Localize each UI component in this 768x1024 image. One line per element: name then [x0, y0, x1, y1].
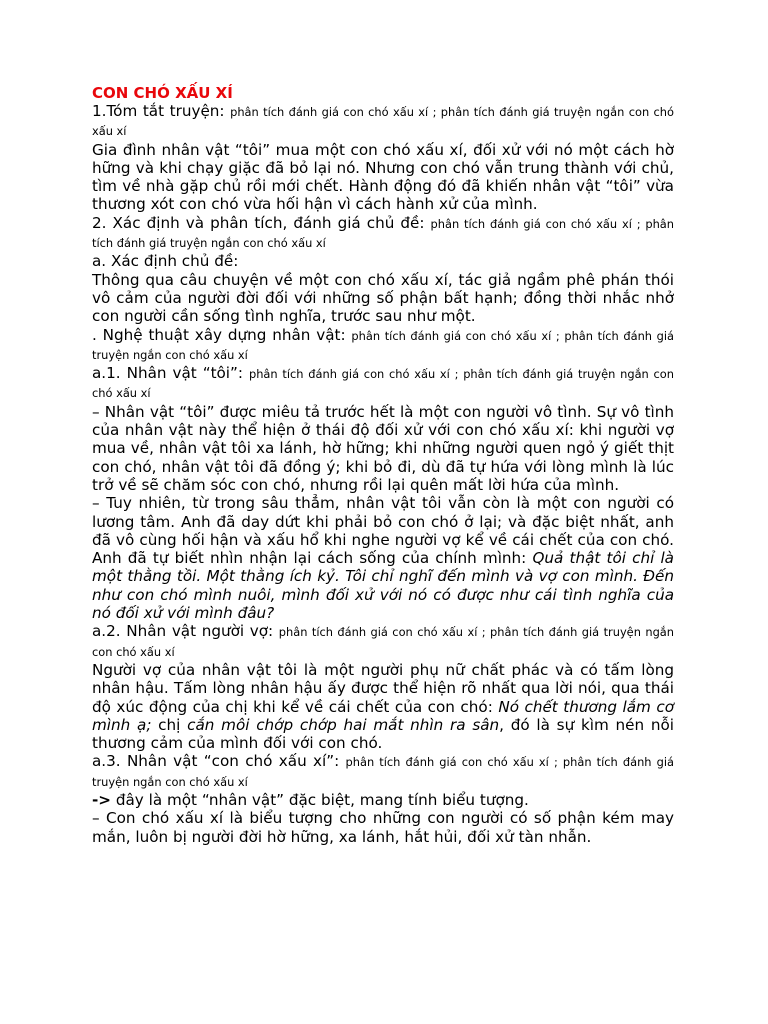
heading-text: . Nghệ thuật xây dựng nhân vật: [92, 325, 352, 344]
arrow-text: -> [92, 790, 112, 809]
section-heading [92, 102, 674, 141]
document-page [92, 84, 674, 846]
paragraph [92, 661, 674, 752]
keyword-text: phân tích đánh giá con chó xấu xí ; phân tích đánh giá truyện ngắn con chó xấu xí [92, 367, 674, 401]
section-heading [92, 214, 674, 253]
paragraph-text: chị [151, 715, 188, 734]
paragraph: Thông qua câu chuyện về một con chó xấu xí, tác giả ngầm phê phán thói vô cảm của người đời đối với những số phận bất hạnh; đồng thời nhắc nhở con người cần sống tình nghĩa, trước sau như một. [92, 270, 674, 326]
paragraph: – Con chó xấu xí là biểu tượng cho những con người có số phận kém may mắn, luôn bị người đời hờ hững, xa lánh, hắt hủi, đối xử tàn nhẫn. [92, 809, 674, 846]
quote-text: Quả thật tôi chỉ là một thằng tồi. Một thằng ích kỷ. Tôi chỉ nghĩ đến mình và vợ con mình. Đến như con chó mình nuôi, mình đối xử với nó có được như cái tình nghĩa của nó đối xử với mình đâu? [92, 549, 674, 623]
subheading: a. Xác định chủ đề: [92, 252, 239, 271]
heading-text: a.3. Nhân vật “con chó xấu xí”: [92, 752, 346, 771]
section-heading [92, 326, 674, 365]
paragraph-text: đây là một “nhân vật” đặc biệt, mang tính biểu tượng. [111, 790, 529, 809]
heading-text: 1.Tóm tắt truyện: [92, 102, 231, 120]
document-title: CON CHÓ XẤU XÍ [92, 84, 233, 102]
keyword-text: phân tích đánh giá con chó xấu xí ; phân tích đánh giá truyện ngắn con chó xấu xí [92, 755, 674, 789]
subheading [92, 364, 674, 403]
paragraph: Gia đình nhân vật “tôi” mua một con chó xấu xí, đối xử với nó một cách hờ hững và khi chạy giặc đã bỏ lại nó. Nhưng con chó vẫn trung thành với chủ, tìm về nhà gặp chủ rồi mới chết. Hành động đó đã khiến nhân vật “tôi” vừa thương xót con chó vừa hối hận vì cách hành xử của mình. [92, 140, 674, 214]
heading-text: a.2. Nhân vật người vợ: [92, 622, 279, 641]
heading-text: 2. Xác định và phân tích, đánh giá chủ đề: [92, 213, 431, 232]
subheading [92, 752, 674, 791]
paragraph-text: , đó là sự kìm nén nỗi thương cảm của mình đối với con chó. [92, 715, 674, 753]
keyword-text: phân tích đánh giá con chó xấu xí ; phân tích đánh giá truyện ngắn con chó xấu xí [92, 328, 674, 362]
paragraph: – Nhân vật “tôi” được miêu tả trước hết là một con người vô tình. Sự vô tình của nhân vật này thể hiện ở thái độ đối xử với con chó xấu xí: khi người vợ mua về, nhân vật tôi xa lánh, hờ hững; khi những người quen ngỏ ý giết thịt con chó, nhân vật tôi đã đồng ý; khi bỏ đi, dù đã tự hứa với lòng mình là lúc trở về sẽ chăm sóc con chó, nhưng rồi lại quên mất lời hứa của mình. [92, 402, 674, 494]
paragraph [92, 494, 674, 622]
paragraph [92, 791, 674, 809]
keyword-text: phân tích đánh giá con chó xấu xí ; phân tích đánh giá truyện ngắn con chó xấu xí [92, 216, 675, 251]
keyword-text: phân tích đánh giá con chó xấu xí ; phân tích đánh giá truyện ngắn con chó xấu xí [92, 105, 674, 139]
heading-text: a.1. Nhân vật “tôi”: [92, 364, 249, 383]
keyword-text: phân tích đánh giá con chó xấu xí ; phân tích đánh giá truyện ngắn con chó xấu xí [92, 625, 674, 659]
quote-text: Nó chết thương lắm cơ mình ạ; [92, 697, 674, 734]
subheading [92, 622, 674, 661]
paragraph-text: – Tuy nhiên, từ trong sâu thẳm, nhân vật tôi vẫn còn là một con người có lương tâm. Anh đã day dứt khi phải bỏ con chó ở lại; và đặc biệt nhất, anh đã vô cùng hối hận và xấu hổ khi nghe người vợ kể về cái chết của con chó. Anh đã tự biết nhìn nhận lại cách sống của chính mình: [92, 494, 674, 568]
quote-text: cắn môi chớp chớp hai mắt nhìn ra sân [187, 715, 500, 734]
paragraph-text: Người vợ của nhân vật tôi là một người phụ nữ chất phác và có tấm lòng nhân hậu. Tấm lòng nhân hậu ấy được thể hiện rõ nhất qua lời nói, qua thái độ xúc động của chị khi kể về cái chết của con chó: [92, 660, 674, 716]
